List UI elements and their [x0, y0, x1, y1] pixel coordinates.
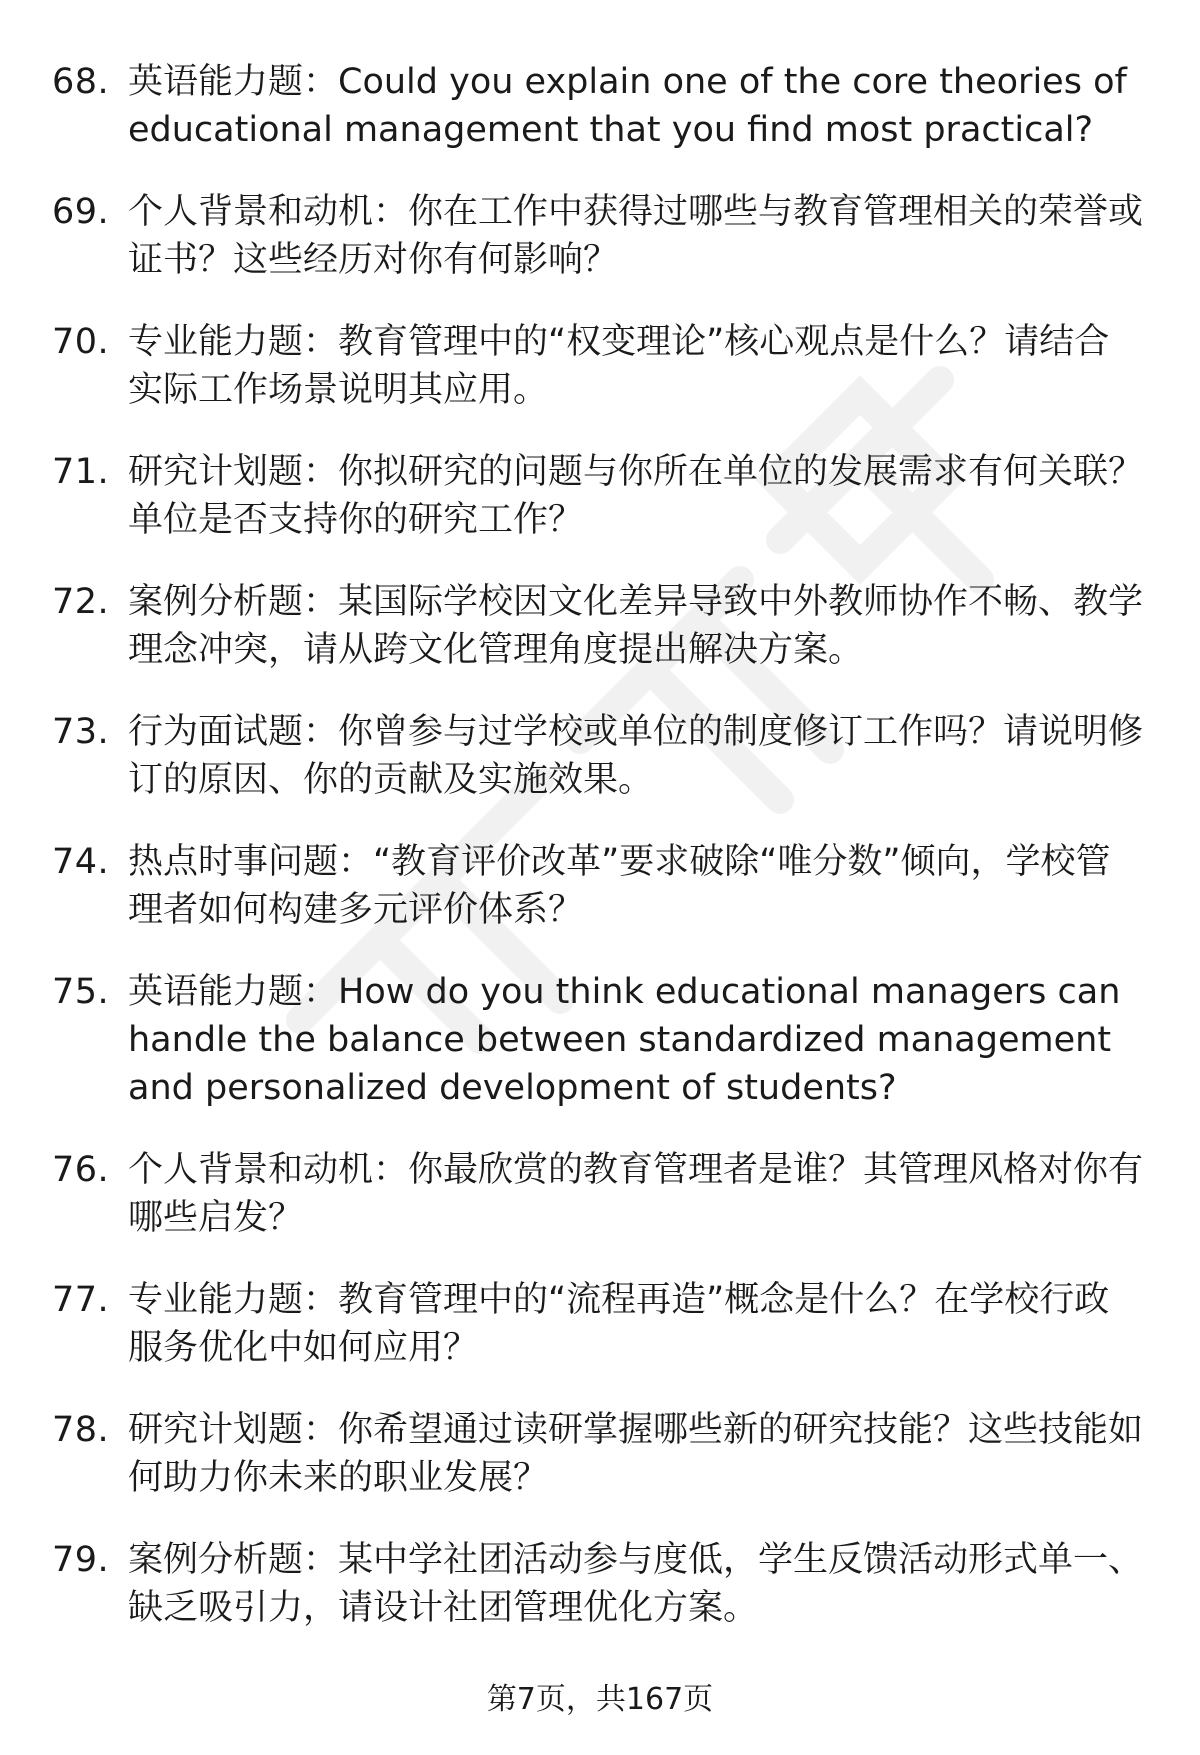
question-number: 78. [52, 1410, 110, 1450]
question-number: 79. [52, 1540, 110, 1580]
question-item [52, 1276, 1152, 1372]
question-item [52, 1146, 1152, 1242]
question-text: 个人背景和动机：你最欣赏的教育管理者是谁？其管理风格对你有哪些启发？ [128, 1150, 1144, 1238]
question-text: 案例分析题：某中学社团活动参与度低，学生反馈活动形式单一、缺乏吸引力，请设计社团管理优化方案。 [128, 1540, 1144, 1628]
question-text: 英语能力题：Could you explain one of the core theories of educational management that you find most practical? [128, 62, 1127, 150]
question-number: 71. [52, 452, 110, 492]
question-number: 69. [52, 192, 110, 232]
question-list [52, 58, 1152, 1666]
question-number: 68. [52, 62, 110, 102]
question-text: 研究计划题：你拟研究的问题与你所在单位的发展需求有何关联？单位是否支持你的研究工作？ [128, 452, 1144, 540]
question-text: 行为面试题：你曾参与过学校或单位的制度修订工作吗？请说明修订的原因、你的贡献及实施效果。 [128, 712, 1144, 800]
page-number: 第7页，共167页 [486, 1682, 714, 1717]
question-number: 77. [52, 1280, 110, 1320]
question-item [52, 1406, 1152, 1502]
question-text: 英语能力题：How do you think educational managers can handle the balance between standardized management and personalized development of students? [128, 972, 1121, 1108]
question-text: 个人背景和动机：你在工作中获得过哪些与教育管理相关的荣誉或证书？这些经历对你有何影响？ [128, 192, 1144, 280]
question-text: 研究计划题：你希望通过读研掌握哪些新的研究技能？这些技能如何助力你未来的职业发展？ [128, 1410, 1144, 1498]
question-item [52, 968, 1152, 1112]
question-number: 73. [52, 712, 110, 752]
question-item [52, 188, 1152, 284]
question-number: 76. [52, 1150, 110, 1190]
question-item [52, 578, 1152, 674]
question-text: 案例分析题：某国际学校因文化差异导致中外教师协作不畅、教学理念冲突，请从跨文化管理角度提出解决方案。 [128, 582, 1144, 670]
question-item [52, 58, 1152, 154]
question-item [52, 1536, 1152, 1632]
question-number: 70. [52, 322, 110, 362]
question-item [52, 708, 1152, 804]
question-number: 74. [52, 842, 110, 882]
question-item [52, 318, 1152, 414]
question-text: 专业能力题：教育管理中的“流程再造”概念是什么？在学校行政服务优化中如何应用？ [128, 1280, 1110, 1368]
question-number: 72. [52, 582, 110, 622]
question-number: 75. [52, 972, 110, 1012]
page-footer [0, 1680, 1200, 1720]
question-item [52, 838, 1152, 934]
question-text: 专业能力题：教育管理中的“权变理论”核心观点是什么？请结合实际工作场景说明其应用。 [128, 322, 1110, 410]
question-text: 热点时事问题：“教育评价改革”要求破除“唯分数”倾向，学校管理者如何构建多元评价体系？ [128, 842, 1111, 930]
question-item [52, 448, 1152, 544]
